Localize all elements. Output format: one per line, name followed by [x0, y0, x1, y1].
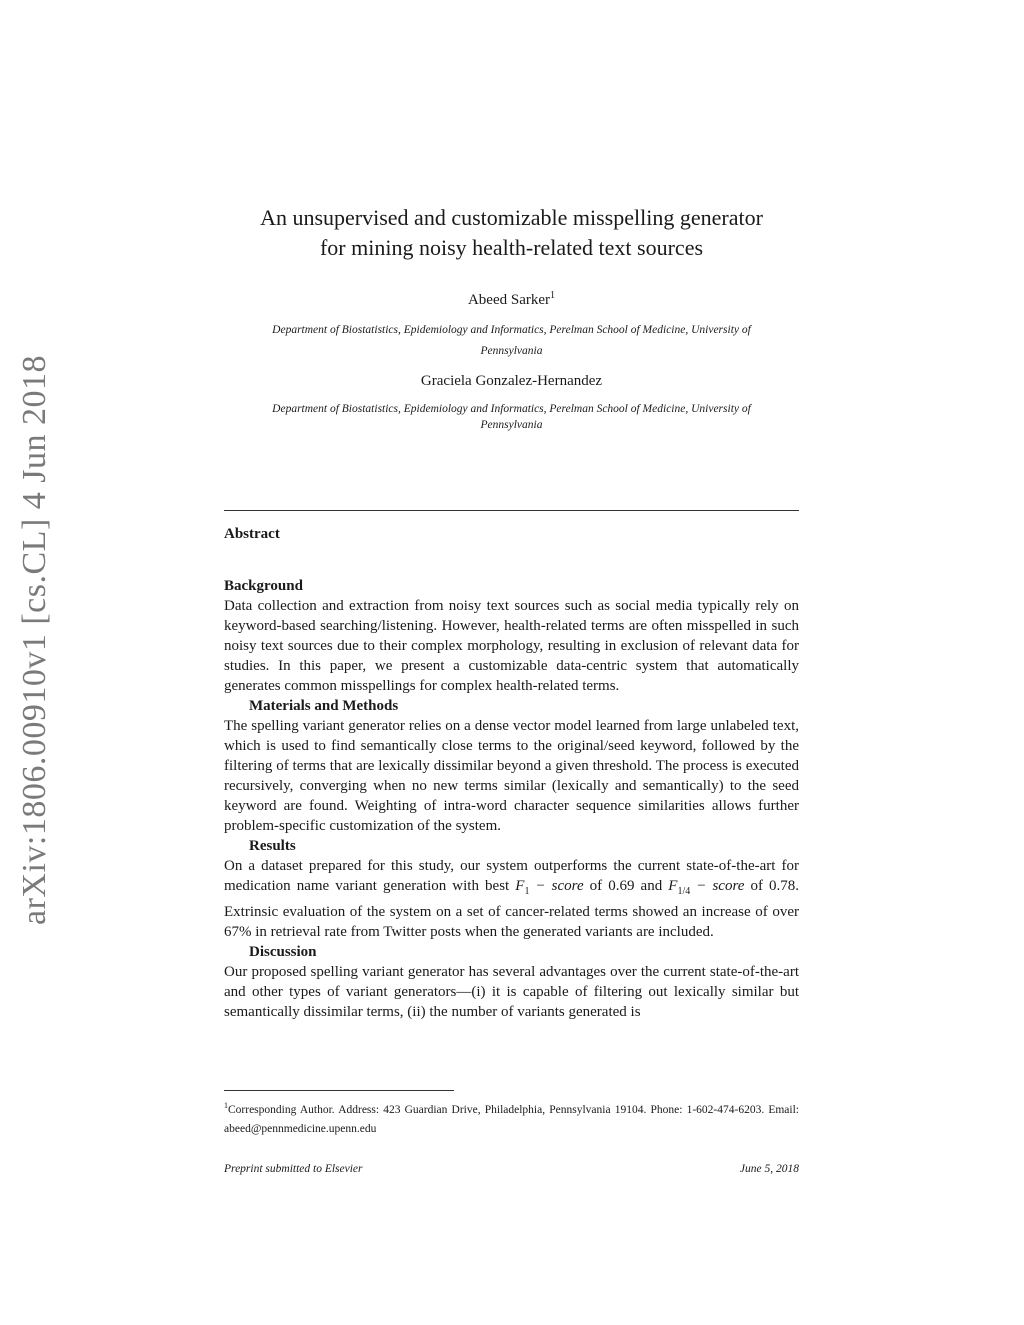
author-2-affiliation-line-1: Department of Biostatistics, Epidemiology and Informatics, Perelman School of Medicine, University of	[272, 403, 751, 415]
background-text: Data collection and extraction from noisy text sources such as social media typically rely on keyword-based searching/listening. However, health-related terms are often misspelled in such noisy text sources due to their complex morphology, resulting in exclusion of relevant data for studies. In this paper, we present a customizable data-centric system that automatically generates common misspellings for complex health-related terms.	[224, 598, 799, 694]
background-heading: Background	[224, 578, 303, 594]
abstract-body	[224, 576, 799, 1022]
results-text-part-1: On a dataset prepared for this study, our system outperforms the current state-of-the-art for medication name variant generation with best	[224, 858, 799, 894]
abstract-top-rule	[224, 510, 799, 511]
arxiv-identifier-text: arXiv:1806.00910v1 [cs.CL] 4 Jun 2018	[16, 354, 54, 926]
author-2	[224, 373, 799, 390]
author-1-affiliation-line-2: Pennsylvania	[480, 345, 543, 357]
methods-text: The spelling variant generator relies on a dense vector model learned from large unlabeled text, which is used to find semantically close terms to the original/seed keyword, followed by the filtering of terms that are lexically dissimilar beyond a given threshold. The process is executed recursively, converging when no new terms similar (lexically and semantically) to the seed keyword are found. Weighting of intra-word character sequence similarities allows further problem-specific customization of the system.	[224, 718, 799, 834]
author-2-affiliation	[224, 401, 799, 433]
author-1-affiliation-line-1: Department of Biostatistics, Epidemiology and Informatics, Perelman School of Medicine, University of	[272, 324, 751, 336]
discussion-text: Our proposed spelling variant generator has several advantages over the current state-of-the-art and other types of variant generators—(i) it is capable of filtering out lexically similar but semantically dissimilar terms, (ii) the number of variants generated is	[224, 964, 799, 1020]
author-2-affiliation-line-2: Pennsylvania	[480, 419, 543, 431]
paper-title	[224, 203, 799, 263]
discussion-heading: Discussion	[249, 944, 317, 960]
footnote-mark: 1	[224, 1101, 228, 1110]
results-text	[224, 856, 799, 942]
title-line-1: An unsupervised and customizable misspelling generator	[260, 205, 763, 230]
results-text-part-3: of 0.78. Extrinsic evaluation of the system on a set of cancer-related terms showed an increase of over 67% in retrieval rate from Twitter posts when the generated variants are included.	[224, 878, 800, 940]
author-1-footnote-mark: 1	[550, 290, 556, 301]
preprint-notice: Preprint submitted to Elsevier	[224, 1163, 363, 1175]
author-2-name: Graciela Gonzalez-Hernandez	[420, 373, 603, 389]
footnote-text: Corresponding Author. Address: 423 Guardian Drive, Philadelphia, Pennsylvania 19104. Phone: 1-602-474-6203. Email: abeed@pennmedicine.upenn.edu	[224, 1103, 799, 1135]
author-1	[224, 290, 799, 309]
f-quarter-score-formula: $F_{1/4}$ − score	[668, 878, 745, 897]
results-text-part-2: of 0.69 and	[583, 878, 669, 894]
author-1-name: Abeed Sarker	[467, 292, 551, 308]
abstract-heading: Abstract	[224, 526, 280, 542]
results-heading: Results	[249, 838, 296, 854]
footnote	[224, 1096, 799, 1139]
preprint-date: June 5, 2018	[739, 1163, 799, 1175]
f1-score-formula: $F_1$ − score	[515, 878, 584, 897]
methods-heading: Materials and Methods	[249, 698, 399, 714]
title-line-2: for mining noisy health-related text sources	[319, 235, 704, 260]
footnote-rule	[224, 1090, 454, 1091]
arxiv-identifier-stamp	[10, 330, 60, 950]
author-1-affiliation	[224, 320, 799, 362]
